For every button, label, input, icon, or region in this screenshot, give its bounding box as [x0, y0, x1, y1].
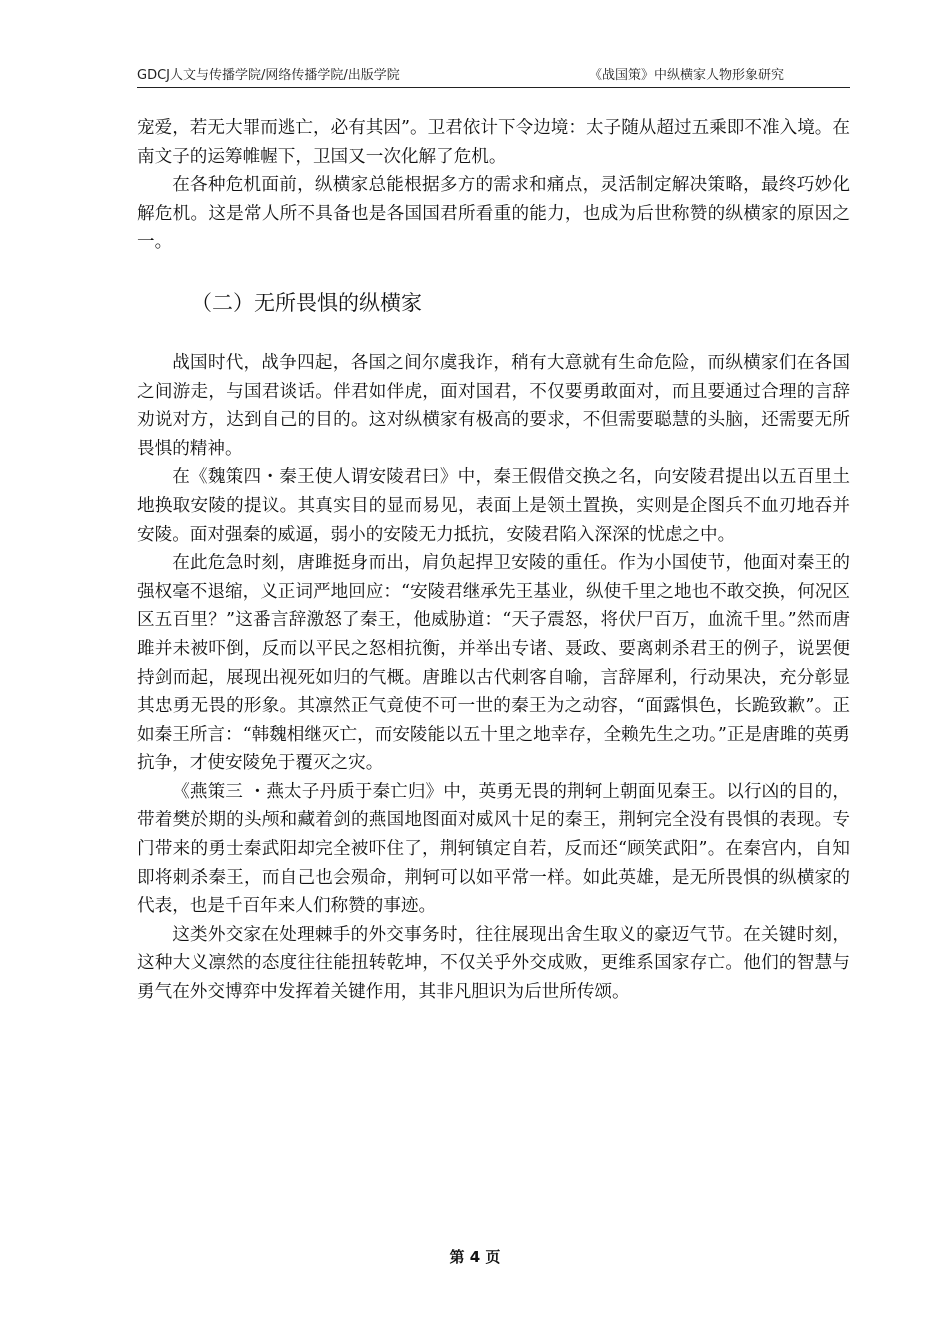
paragraph: 在此危急时刻，唐雎挺身而出，肩负起捍卫安陵的重任。作为小国使节，他面对秦王的强权毫不退缩，义正词严地回应：“安陵君继承先王基业，纵使千里之地也不敢交换，何况区区五百里？”这番言辞激怒了秦王，他威胁道：“天子震怒，将伏尸百万，血流千里。”然而唐雎并未被吓倒，反而以平民之怒相抗衡，并举出专诸、聂政、要离刺杀君王的例子，说罢便持剑而起，展现出视死如归的气概。唐雎以古代刺客自喻，言辞犀利，行动果决，充分彰显其忠勇无畏的形象。其凛然正气竟使不可一世的秦王为之动容，“面露惧色，长跪致歉”。正如秦王所言：“韩魏相继灭亡，而安陵能以五十里之地幸存，全赖先生之功。”正是唐雎的英勇抗争，才使安陵免于覆灭之灾。 — [137, 553, 850, 774]
page-number: 第 4 页 — [449, 1248, 501, 1266]
header-rule — [137, 87, 850, 88]
paragraph: 这类外交家在处理棘手的外交事务时，往往展现出舍生取义的豪迈气节。在关键时刻，这种大义凛然的态度往往能扭转乾坤，不仅关乎外交成败，更维系国家存亡。他们的智慧与勇气在外交博弈中发挥着关键作用，其非凡胆识为后世所传颂。 — [137, 924, 850, 1003]
header-institution: GDCJ人文与传播学院/网络传播学院/出版学院 — [137, 68, 400, 83]
paragraph-continued: 宠爱，若无大罪而逃亡，必有其因”。卫君依计下令边境：太子随从超过五乘即不准入境。在南文子的运筹帷幄下，卫国又一次化解了危机。 — [137, 118, 850, 167]
running-header — [137, 66, 850, 86]
section-heading: （二）无所畏惧的纵横家 — [191, 290, 422, 315]
header-thesis-title: 《战国策》中纵横家人物形象研究 — [589, 68, 785, 83]
paragraph: 战国时代，战争四起，各国之间尔虞我诈，稍有大意就有生命危险，而纵横家们在各国之间游走，与国君谈话。伴君如伴虎，面对国君，不仅要勇敢面对，而且要通过合理的言辞劝说对方，达到自己的目的。这对纵横家有极高的要求，不但需要聪慧的头脑，还需要无所畏惧的精神。 — [137, 352, 850, 459]
paragraph: 《燕策三 ・燕太子丹质于秦亡归》中，英勇无畏的荆轲上朝面见秦王。以行凶的目的，带着樊於期的头颅和藏着剑的燕国地图面对威风十足的秦王，荆轲完全没有畏惧的表现。专门带来的勇士秦武阳却完全被吓住了，荆轲镇定自若，反而还“顾笑武阳”。在秦宫内，自知即将刺杀秦王，而自己也会殒命，荆轲可以如平常一样。如此英雄，是无所畏惧的纵横家的代表，也是千百年来人们称赞的事迹。 — [137, 781, 850, 917]
paragraph: 在《魏策四・秦王使人谓安陵君曰》中，秦王假借交换之名，向安陵君提出以五百里土地换取安陵的提议。其真实目的显而易见，表面上是领土置换，实则是企图兵不血刃地吞并安陵。面对强秦的威逼，弱小的安陵无力抵抗，安陵君陷入深深的忧虑之中。 — [137, 467, 850, 545]
body-text — [137, 114, 850, 1007]
paragraph: 在各种危机面前，纵横家总能根据多方的需求和痛点，灵活制定解决策略，最终巧妙化解危机。这是常人所不具备也是各国国君所看重的能力，也成为后世称赞的纵横家的原因之一。 — [137, 175, 850, 253]
